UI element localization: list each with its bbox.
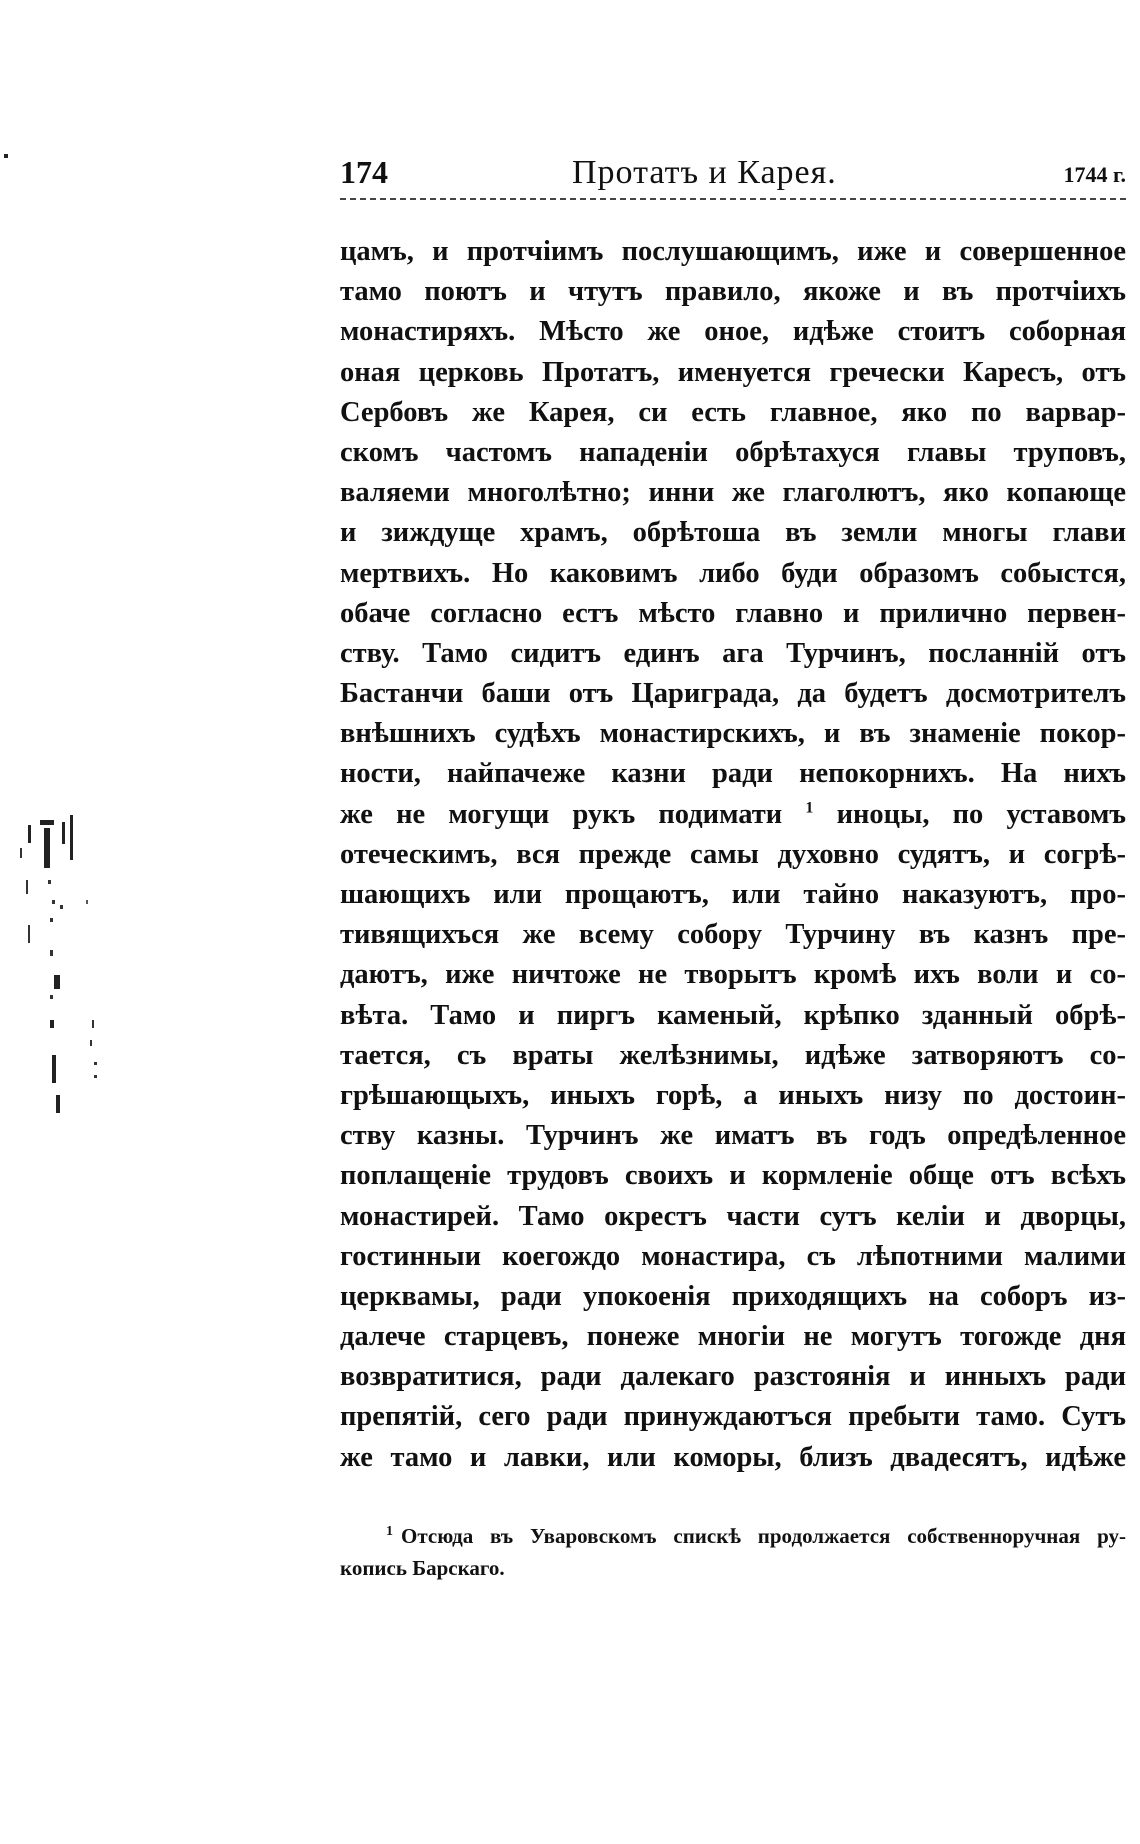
text-line: ности, найпачеже казни ради непокорнихъ. На нихъ: [340, 758, 1126, 790]
text-line: вѣта. Тамо и пиргъ каменый, крѣпко зданный обрѣ-: [340, 999, 1126, 1031]
text-line: цамъ, и протчiимъ послушающимъ, иже и совершенное: [340, 236, 1126, 267]
text-line: даютъ, иже ничтоже не творытъ кромѣ ихъ воли и со-: [340, 959, 1126, 991]
text-line: валяеми многолѣтно; инни же глаголютъ, яко копающе: [340, 477, 1126, 509]
footnote-marker: 1: [805, 799, 814, 817]
text-line: ству. Тамо сидитъ единъ ага Турчинъ, посланнiй отъ: [340, 637, 1126, 669]
footnote-line: копись Барскаго.: [340, 1556, 505, 1580]
text-line: шающихъ или прощаютъ, или тайно наказуютъ, про-: [340, 879, 1126, 910]
text-line-with-footnote: [340, 795, 1126, 835]
text-line: Бастанчи баши отъ Цариграда, да будетъ досмотрителъ: [340, 678, 1126, 710]
text-line: ству казны. Турчинъ же иматъ въ годъ опредѣленное: [340, 1120, 1126, 1152]
page-header: [340, 150, 1126, 200]
footnote: [340, 1520, 1126, 1584]
text-line: же тамо и лавки, или коморы, близъ двадесятъ, идѣже: [340, 1441, 1126, 1473]
text-line: тивящихъся же всему собору Турчину въ казнъ пре-: [340, 919, 1126, 951]
text-line: монастирей. Тамо окрестъ части сутъ келiи и дворцы,: [340, 1200, 1126, 1232]
text-line: поплащенiе трудовъ своихъ и кормленiе обще отъ всѣхъ: [340, 1160, 1126, 1192]
text-line: оная церковь Протатъ, именуется гречески Кaресъ, отъ: [340, 356, 1126, 388]
text-line: обаче согласно естъ мѣсто главно и прилично первен-: [340, 597, 1126, 629]
text-line: возвратитися, ради далекаго разстоянiя и инныхъ ради: [340, 1361, 1126, 1393]
page-number: 174: [340, 154, 388, 190]
text-line: тамо поютъ и чтутъ правило, якоже и въ протчiихъ: [340, 276, 1126, 308]
text-line: внѣшнихъ судѣхъ монастирскихъ, и въ знаменiе покор-: [340, 718, 1126, 750]
text-line: скомъ частомъ нападенiи обрѣтахуся главы труповъ,: [340, 436, 1126, 468]
text-line: монастиряхъ. Мѣсто же оное, идѣже стоитъ соборная: [340, 316, 1126, 348]
text-line: гостинныи коегождо монастира, съ лѣпотними малими: [340, 1240, 1126, 1272]
body-text: [340, 232, 1126, 1478]
year-label: 1744 г.: [1063, 162, 1126, 187]
text-line: отеческимъ, вся прежде самы духовно судятъ, и согрѣ-: [340, 838, 1126, 870]
running-title: Протатъ и Карея.: [572, 154, 837, 191]
text-line: тается, съ враты желѣзнимы, идѣже затворяютъ со-: [340, 1039, 1126, 1071]
text-line: мертвихъ. Но каковимъ либо буди образомъ собыстся,: [340, 557, 1126, 589]
text-line: грѣшающыхъ, иныхъ горѣ, а иныхъ низу по достоин-: [340, 1079, 1126, 1111]
header-rule: [340, 198, 1126, 200]
text-line: Сербовъ же Карея, си есть главное, яко по варвар-: [340, 396, 1126, 428]
text-line: и зиждуще храмъ, обрѣтоша въ земли многы глави: [340, 517, 1126, 549]
text-fragment: иноцы, по уставомъ: [836, 798, 1126, 830]
text-line: церквамы, ради упокоенiя приходящихъ на соборъ из-: [340, 1280, 1126, 1312]
footnote-text: Отсюда въ Уваровскомъ спискѣ продолжается собственноручная ру-: [401, 1524, 1126, 1548]
footnote-line: [340, 1520, 1126, 1552]
text-fragment: же не могущи рукъ подимати: [340, 798, 783, 830]
footnote-number: 1: [386, 1524, 393, 1539]
text-line: препятiй, сего ради принуждаютъся пребыти тамо. Сутъ: [340, 1401, 1126, 1433]
text-line: далече старцевъ, понеже многiи не могутъ тогожде дня: [340, 1321, 1126, 1353]
margin-ink-marks: [0, 0, 120, 1844]
